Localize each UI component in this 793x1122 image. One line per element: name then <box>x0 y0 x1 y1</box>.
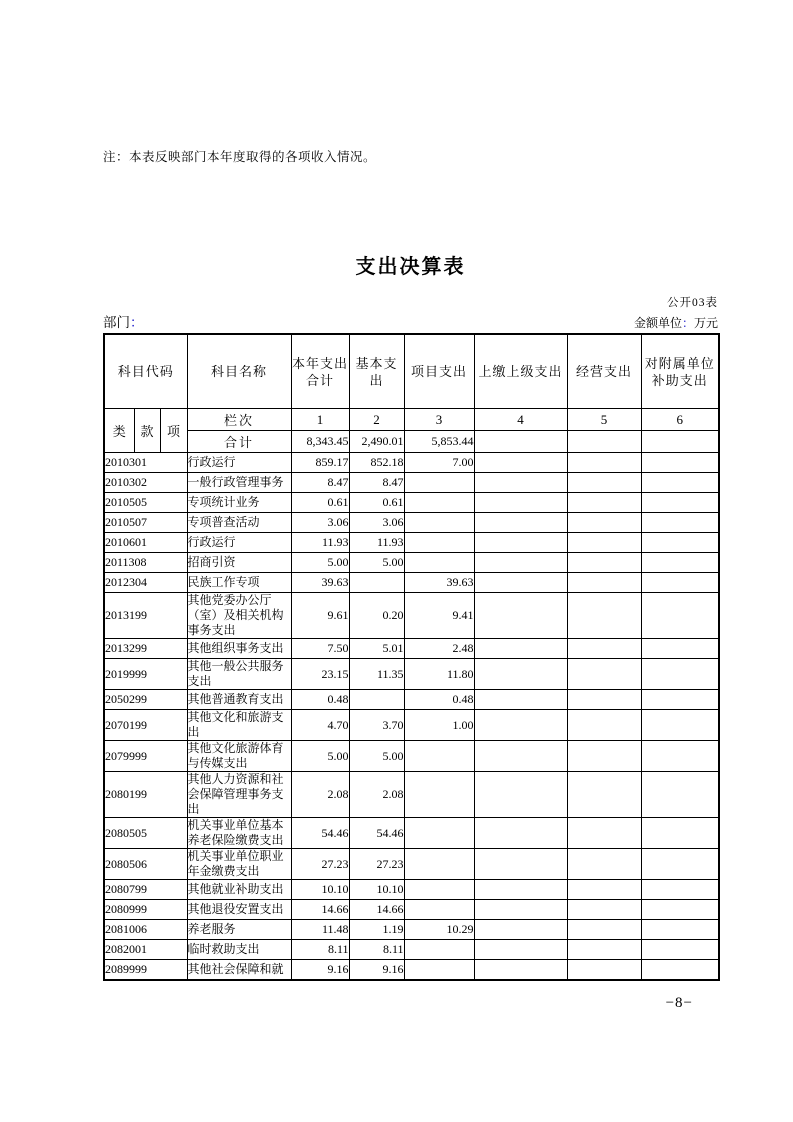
value-cell-col6 <box>641 960 719 981</box>
total-label: 合计 <box>187 431 291 453</box>
subject-name-cell: 其他文化旅游体育与传媒支出 <box>187 741 291 772</box>
subject-code-cell: 2050299 <box>104 690 187 710</box>
value-cell-col4 <box>474 553 567 573</box>
value-cell-col2: 0.61 <box>349 493 404 513</box>
subject-name-cell: 民族工作专项 <box>187 573 291 593</box>
value-cell-col6 <box>641 920 719 940</box>
table-row <box>104 593 719 639</box>
header-col-upper: 上缴上级支出 <box>474 334 567 409</box>
subject-code-cell: 2010302 <box>104 473 187 493</box>
table-row <box>104 818 719 849</box>
value-cell-col6 <box>641 741 719 772</box>
value-cell-col1: 8.11 <box>291 940 349 960</box>
value-cell-col3 <box>404 900 474 920</box>
total-value-5 <box>567 431 641 453</box>
header-subject-code: 科目代码 <box>104 334 187 409</box>
value-cell-col5 <box>567 849 641 880</box>
header-col-project: 项目支出 <box>404 334 474 409</box>
subject-name-cell: 机关事业单位基本养老保险缴费支出 <box>187 818 291 849</box>
value-cell-col4 <box>474 493 567 513</box>
value-cell-col3: 7.00 <box>404 453 474 473</box>
value-cell-col5 <box>567 960 641 981</box>
table-row <box>104 659 719 690</box>
value-cell-col2 <box>349 690 404 710</box>
subject-name-cell: 其他就业补助支出 <box>187 880 291 900</box>
value-cell-col1: 3.06 <box>291 513 349 533</box>
header-subject-name: 科目名称 <box>187 334 291 409</box>
value-cell-col3: 1.00 <box>404 710 474 741</box>
department-colon: ： <box>130 315 144 330</box>
value-cell-col1: 7.50 <box>291 639 349 659</box>
value-cell-col5 <box>567 493 641 513</box>
value-cell-col5 <box>567 940 641 960</box>
value-cell-col6 <box>641 900 719 920</box>
value-cell-col2: 10.10 <box>349 880 404 900</box>
table-row <box>104 960 719 981</box>
table-body <box>104 453 719 981</box>
header-row-main <box>104 334 719 409</box>
table-row <box>104 513 719 533</box>
subject-code-cell: 2080506 <box>104 849 187 880</box>
department-label-text: 部门 <box>103 315 130 330</box>
value-cell-col4 <box>474 900 567 920</box>
value-cell-col1: 0.48 <box>291 690 349 710</box>
value-cell-col2 <box>349 573 404 593</box>
value-cell-col1: 14.66 <box>291 900 349 920</box>
value-cell-col3 <box>404 493 474 513</box>
rank-number-5: 5 <box>567 409 641 431</box>
table-row <box>104 453 719 473</box>
subject-code-cell: 2012304 <box>104 573 187 593</box>
value-cell-col6 <box>641 493 719 513</box>
value-cell-col2: 3.70 <box>349 710 404 741</box>
unit-label-text: 金额单位 <box>633 316 682 330</box>
subject-name-cell: 其他党委办公厅（室）及相关机构事务支出 <box>187 593 291 639</box>
value-cell-col6 <box>641 533 719 553</box>
value-cell-col6 <box>641 818 719 849</box>
total-value-4 <box>474 431 567 453</box>
value-cell-col4 <box>474 473 567 493</box>
value-cell-col4 <box>474 940 567 960</box>
header-col-subsidy: 对附属单位补助支出 <box>641 334 719 409</box>
table-row <box>104 710 719 741</box>
value-cell-col5 <box>567 593 641 639</box>
subject-name-cell: 其他文化和旅游支出 <box>187 710 291 741</box>
value-cell-col5 <box>567 573 641 593</box>
value-cell-col2: 0.20 <box>349 593 404 639</box>
table-row <box>104 690 719 710</box>
value-cell-col1: 11.93 <box>291 533 349 553</box>
value-cell-col2: 11.93 <box>349 533 404 553</box>
value-cell-col5 <box>567 818 641 849</box>
table-row <box>104 920 719 940</box>
table-row <box>104 573 719 593</box>
subject-name-cell: 其他普通教育支出 <box>187 690 291 710</box>
value-cell-col4 <box>474 639 567 659</box>
value-cell-col3 <box>404 473 474 493</box>
value-cell-col4 <box>474 710 567 741</box>
value-cell-col4 <box>474 741 567 772</box>
rank-number-6: 6 <box>641 409 719 431</box>
value-cell-col5 <box>567 880 641 900</box>
subject-name-cell: 专项普查活动 <box>187 513 291 533</box>
total-value-6 <box>641 431 719 453</box>
value-cell-col2: 5.00 <box>349 741 404 772</box>
table-row <box>104 533 719 553</box>
header-sub-class: 类 <box>104 409 134 453</box>
value-cell-col2: 3.06 <box>349 513 404 533</box>
table-row <box>104 900 719 920</box>
value-cell-col3 <box>404 513 474 533</box>
table-row <box>104 741 719 772</box>
subject-name-cell: 临时救助支出 <box>187 940 291 960</box>
table-row <box>104 639 719 659</box>
value-cell-col2: 8.11 <box>349 940 404 960</box>
page-number: −8− <box>665 995 693 1011</box>
value-cell-col4 <box>474 690 567 710</box>
value-cell-col3: 2.48 <box>404 639 474 659</box>
value-cell-col6 <box>641 593 719 639</box>
value-cell-col1: 859.17 <box>291 453 349 473</box>
total-value-3: 5,853.44 <box>404 431 474 453</box>
value-cell-col2: 1.19 <box>349 920 404 940</box>
value-cell-col4 <box>474 849 567 880</box>
value-cell-col6 <box>641 849 719 880</box>
subject-name-cell: 一般行政管理事务 <box>187 473 291 493</box>
subject-name-cell: 其他退役安置支出 <box>187 900 291 920</box>
subject-code-cell: 2089999 <box>104 960 187 981</box>
value-cell-col6 <box>641 473 719 493</box>
value-cell-col5 <box>567 553 641 573</box>
subject-code-cell: 2010507 <box>104 513 187 533</box>
value-cell-col2: 5.00 <box>349 553 404 573</box>
header-col-operating: 经营支出 <box>567 334 641 409</box>
value-cell-col3 <box>404 533 474 553</box>
table-row <box>104 849 719 880</box>
value-cell-col1: 0.61 <box>291 493 349 513</box>
department-label <box>103 311 144 331</box>
page-title: 支出决算表 <box>355 254 466 278</box>
table-row <box>104 493 719 513</box>
table-row <box>104 940 719 960</box>
value-cell-col1: 11.48 <box>291 920 349 940</box>
value-cell-col5 <box>567 772 641 818</box>
header-row-rank <box>104 409 719 431</box>
value-cell-col5 <box>567 513 641 533</box>
subject-name-cell: 其他社会保障和就 <box>187 960 291 981</box>
value-cell-col4 <box>474 772 567 818</box>
expenditure-table <box>103 333 720 981</box>
value-cell-col3 <box>404 772 474 818</box>
rank-number-4: 4 <box>474 409 567 431</box>
amount-unit-label <box>634 314 718 331</box>
value-cell-col3 <box>404 849 474 880</box>
value-cell-col3: 10.29 <box>404 920 474 940</box>
value-cell-col3 <box>404 880 474 900</box>
subject-code-cell: 2080799 <box>104 880 187 900</box>
value-cell-col1: 10.10 <box>291 880 349 900</box>
subject-name-cell: 其他一般公共服务支出 <box>187 659 291 690</box>
value-cell-col1: 54.46 <box>291 818 349 849</box>
value-cell-col5 <box>567 659 641 690</box>
subject-code-cell: 2010505 <box>104 493 187 513</box>
value-cell-col6 <box>641 513 719 533</box>
value-cell-col2: 2.08 <box>349 772 404 818</box>
value-cell-col3: 0.48 <box>404 690 474 710</box>
value-cell-col3: 9.41 <box>404 593 474 639</box>
value-cell-col2: 11.35 <box>349 659 404 690</box>
total-value-2: 2,490.01 <box>349 431 404 453</box>
value-cell-col1: 4.70 <box>291 710 349 741</box>
subject-code-cell: 2079999 <box>104 741 187 772</box>
subject-code-cell: 2080999 <box>104 900 187 920</box>
unit-colon: ： <box>681 316 694 330</box>
header-col-total: 本年支出合计 <box>291 334 349 409</box>
value-cell-col6 <box>641 940 719 960</box>
value-cell-col4 <box>474 513 567 533</box>
value-cell-col5 <box>567 710 641 741</box>
value-cell-col1: 8.47 <box>291 473 349 493</box>
value-cell-col6 <box>641 880 719 900</box>
subject-name-cell: 养老服务 <box>187 920 291 940</box>
value-cell-col2: 14.66 <box>349 900 404 920</box>
value-cell-col6 <box>641 553 719 573</box>
value-cell-col1: 39.63 <box>291 573 349 593</box>
value-cell-col2: 5.01 <box>349 639 404 659</box>
subject-name-cell: 招商引资 <box>187 553 291 573</box>
value-cell-col5 <box>567 900 641 920</box>
subject-name-cell: 行政运行 <box>187 533 291 553</box>
value-cell-col4 <box>474 818 567 849</box>
subject-code-cell: 2080505 <box>104 818 187 849</box>
value-cell-col2: 27.23 <box>349 849 404 880</box>
value-cell-col2: 54.46 <box>349 818 404 849</box>
table-row <box>104 880 719 900</box>
subject-name-cell: 其他人力资源和社会保障管理事务支出 <box>187 772 291 818</box>
value-cell-col4 <box>474 659 567 690</box>
value-cell-col5 <box>567 473 641 493</box>
value-cell-col1: 5.00 <box>291 741 349 772</box>
value-cell-col1: 27.23 <box>291 849 349 880</box>
value-cell-col3: 11.80 <box>404 659 474 690</box>
value-cell-col1: 5.00 <box>291 553 349 573</box>
value-cell-col1: 9.16 <box>291 960 349 981</box>
value-cell-col3 <box>404 741 474 772</box>
value-cell-col3 <box>404 960 474 981</box>
value-cell-col4 <box>474 920 567 940</box>
value-cell-col1: 2.08 <box>291 772 349 818</box>
value-cell-col5 <box>567 639 641 659</box>
value-cell-col3 <box>404 940 474 960</box>
value-cell-col2: 8.47 <box>349 473 404 493</box>
subject-code-cell: 2070199 <box>104 710 187 741</box>
value-cell-col6 <box>641 690 719 710</box>
table-row <box>104 772 719 818</box>
subject-code-cell: 2080199 <box>104 772 187 818</box>
value-cell-col6 <box>641 453 719 473</box>
subject-code-cell: 2011308 <box>104 553 187 573</box>
rank-label: 栏次 <box>187 409 291 431</box>
value-cell-col6 <box>641 639 719 659</box>
subject-code-cell: 2010301 <box>104 453 187 473</box>
subject-code-cell: 2013299 <box>104 639 187 659</box>
value-cell-col4 <box>474 960 567 981</box>
value-cell-col2: 9.16 <box>349 960 404 981</box>
subject-name-cell: 其他组织事务支出 <box>187 639 291 659</box>
header-sub-section: 款 <box>134 409 160 453</box>
value-cell-col6 <box>641 659 719 690</box>
unit-value-text: 万元 <box>693 316 718 330</box>
value-cell-col1: 23.15 <box>291 659 349 690</box>
subject-code-cell: 2010601 <box>104 533 187 553</box>
value-cell-col1: 9.61 <box>291 593 349 639</box>
value-cell-col4 <box>474 573 567 593</box>
subject-name-cell: 专项统计业务 <box>187 493 291 513</box>
rank-number-3: 3 <box>404 409 474 431</box>
value-cell-col5 <box>567 533 641 553</box>
value-cell-col4 <box>474 880 567 900</box>
value-cell-col6 <box>641 573 719 593</box>
subject-code-cell: 2081006 <box>104 920 187 940</box>
value-cell-col3 <box>404 818 474 849</box>
value-cell-col5 <box>567 453 641 473</box>
table-code-label: 公开03表 <box>667 297 718 309</box>
value-cell-col2: 852.18 <box>349 453 404 473</box>
value-cell-col4 <box>474 533 567 553</box>
subject-name-cell: 机关事业单位职业年金缴费支出 <box>187 849 291 880</box>
value-cell-col3 <box>404 553 474 573</box>
value-cell-col6 <box>641 710 719 741</box>
table-row <box>104 553 719 573</box>
subject-name-cell: 行政运行 <box>187 453 291 473</box>
value-cell-col4 <box>474 453 567 473</box>
header-col-basic: 基本支出 <box>349 334 404 409</box>
value-cell-col5 <box>567 920 641 940</box>
header-sub-item: 项 <box>160 409 187 453</box>
subject-code-cell: 2013199 <box>104 593 187 639</box>
value-cell-col4 <box>474 593 567 639</box>
total-value-1: 8,343.45 <box>291 431 349 453</box>
value-cell-col6 <box>641 772 719 818</box>
rank-number-1: 1 <box>291 409 349 431</box>
note-text: 注：本表反映部门本年度取得的各项收入情况。 <box>103 150 377 164</box>
value-cell-col3: 39.63 <box>404 573 474 593</box>
rank-number-2: 2 <box>349 409 404 431</box>
value-cell-col5 <box>567 690 641 710</box>
subject-code-cell: 2082001 <box>104 940 187 960</box>
table-row <box>104 473 719 493</box>
value-cell-col5 <box>567 741 641 772</box>
header-row-total <box>104 431 719 453</box>
subject-code-cell: 2019999 <box>104 659 187 690</box>
